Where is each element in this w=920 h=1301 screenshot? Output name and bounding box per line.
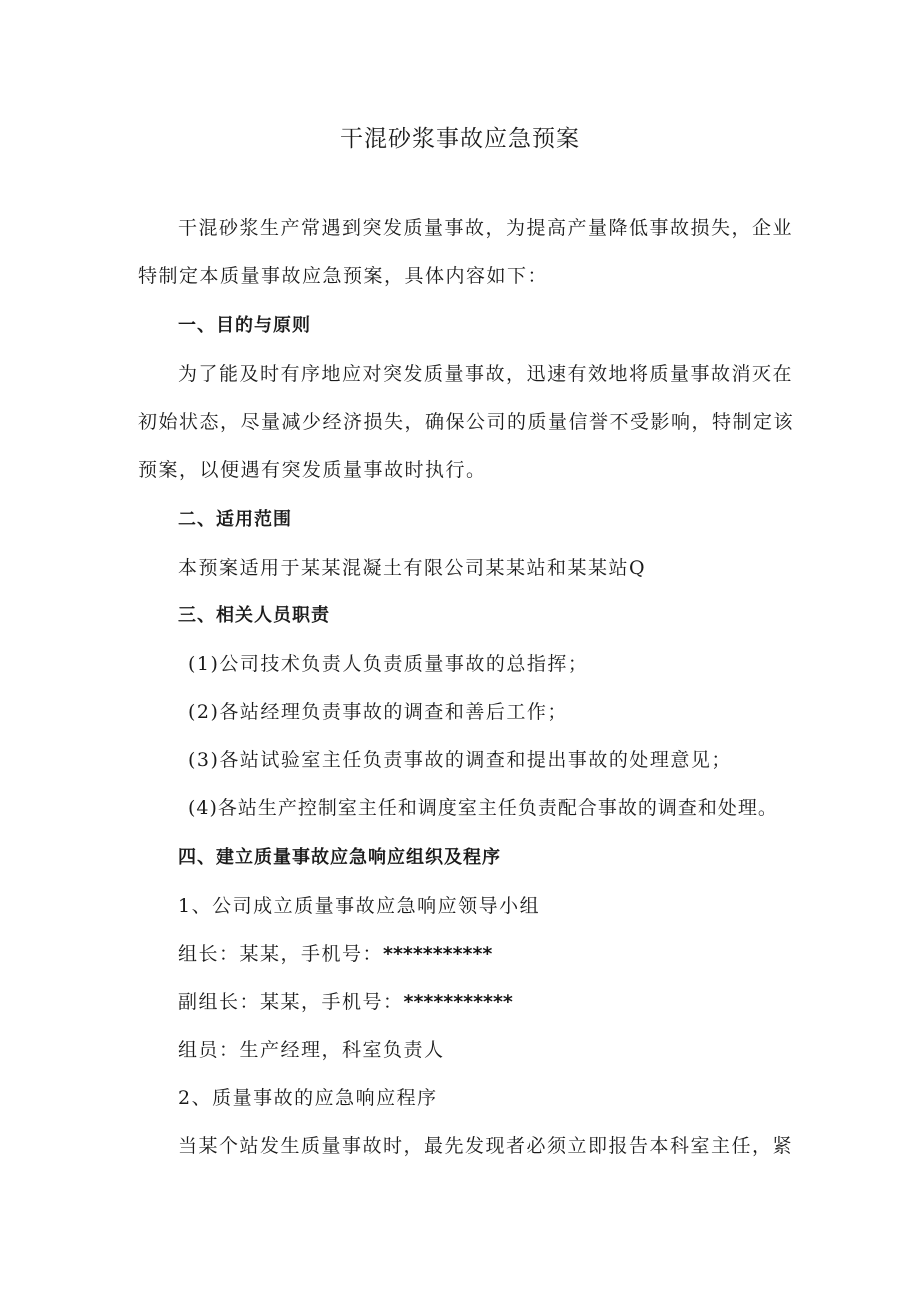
deputy-phone: *********** [403,991,513,1013]
deputy-label: 副组长：某某，手机号： [178,991,404,1013]
leader-phone: *********** [383,943,493,965]
subsection-2: 2、质量事故的应急响应程序 [178,1087,438,1109]
deputy-line [178,988,838,1016]
leader-line [178,940,838,968]
duty-item-3: (3)各站试验室主任负责事故的调查和提出事故的处理意见； [188,749,732,771]
duty-item-1: (1)公司技术负责人负责质量事故的总指挥； [188,653,589,675]
members-line: 组员：生产经理，科室负责人 [178,1039,445,1061]
purpose-line-1: 为了能及时有序地应对突发质量事故，迅速有效地将质量事故消灭在 [178,363,794,385]
leader-label: 组长：某某，手机号： [178,943,384,965]
duty-item-4: (4)各站生产控制室主任和调度室主任负责配合事故的调查和处理。 [188,797,778,819]
duty-item-2: (2)各站经理负责事故的调查和善后工作； [188,701,568,723]
section-heading-scope: 二、适用范围 [178,509,292,530]
section-heading-duties: 三、相关人员职责 [178,605,330,626]
purpose-line-3: 预案，以便遇有突发质量事故时执行。 [138,459,487,481]
intro-line-2: 特制定本质量事故应急预案，具体内容如下： [138,265,549,287]
purpose-line-2: 初始状态，尽量减少经济损失，确保公司的质量信誉不受影响，特制定该 [138,411,795,433]
section-heading-organization: 四、建立质量事故应急响应组织及程序 [178,847,501,868]
procedure-line: 当某个站发生质量事故时，最先发现者必须立即报告本科室主任，紧 [178,1135,794,1157]
page-title: 干混砂浆事故应急预案 [340,126,580,152]
section-heading-purpose: 一、目的与原则 [178,315,311,336]
intro-line-1: 干混砂浆生产常遇到突发质量事故，为提高产量降低事故损失，企业 [178,217,794,239]
subsection-1: 1、公司成立质量事故应急响应领导小组 [178,895,541,917]
scope-text: 本预案适用于某某混凝土有限公司某某站和某某站Q [178,557,647,579]
